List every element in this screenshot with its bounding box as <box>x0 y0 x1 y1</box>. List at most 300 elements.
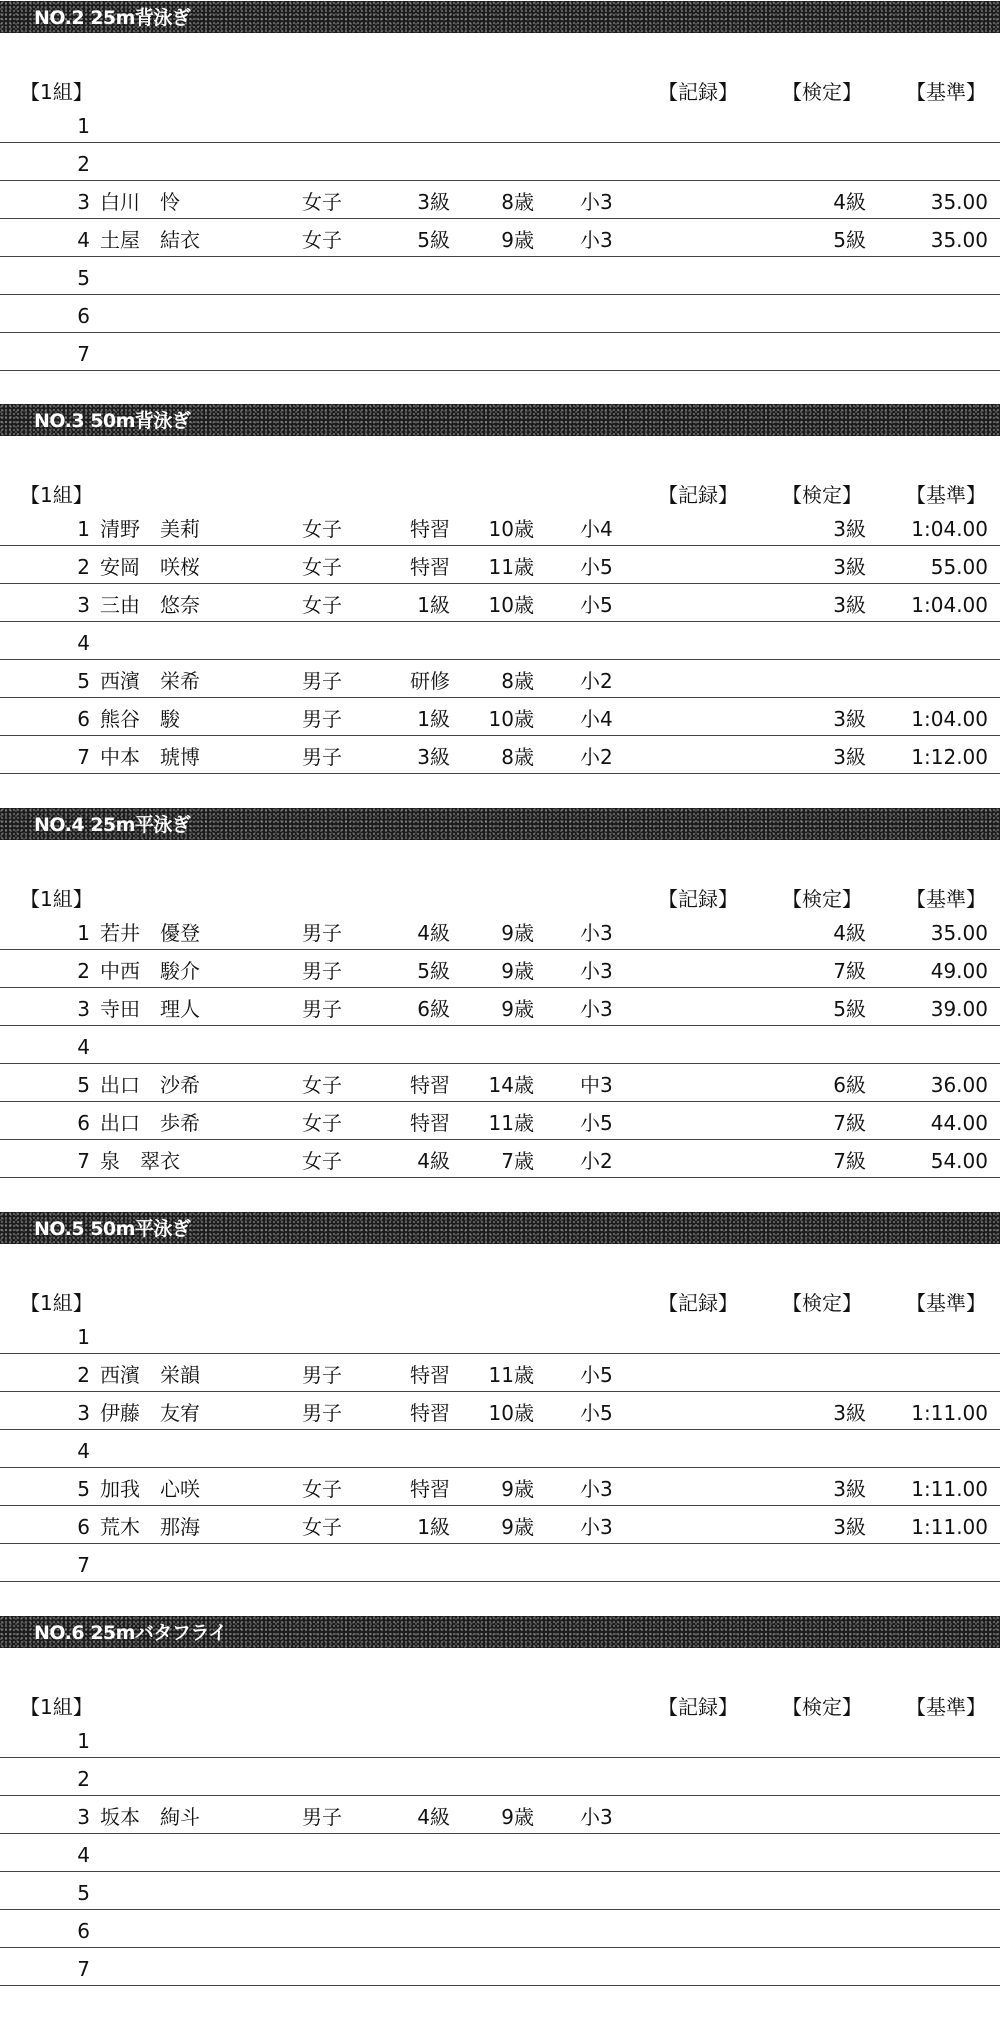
current-grade: 4級 <box>417 1805 450 1829</box>
standard-time: 35.00 <box>930 228 988 252</box>
event-title-banner <box>0 808 1000 840</box>
lane-row <box>0 1720 1000 1758</box>
age: 10歳 <box>488 517 534 541</box>
school-year: 小3 <box>580 959 613 983</box>
current-grade: 特習 <box>410 1073 450 1097</box>
standard-time <box>880 1322 988 1352</box>
test-grade: 4級 <box>833 921 866 945</box>
standard-time <box>880 1878 988 1908</box>
current-grade: 研修 <box>410 669 450 693</box>
standard-time <box>880 149 988 179</box>
standard-time <box>880 339 988 369</box>
test-grade: 3級 <box>833 707 866 731</box>
lane-row <box>0 105 1000 143</box>
test-grade: 3級 <box>833 1477 866 1501</box>
school-year: 小2 <box>580 669 613 693</box>
school-year: 小5 <box>580 555 613 579</box>
standard-time <box>880 1360 988 1390</box>
swimmer-name: 中本 琥博 <box>100 745 200 769</box>
swimmer-name: 熊谷 駿 <box>100 707 180 731</box>
lane-number: 7 <box>77 342 90 366</box>
current-grade: 1級 <box>417 1515 450 1539</box>
current-grade <box>390 301 450 331</box>
event-section <box>0 404 1000 809</box>
test-grade: 3級 <box>833 1515 866 1539</box>
test-column-header: 【検定】 <box>782 1291 862 1315</box>
current-grade <box>390 1436 450 1466</box>
current-grade <box>390 1878 450 1908</box>
gender: 男子 <box>302 1805 342 1829</box>
swimmer-name: 若井 優登 <box>100 921 200 945</box>
swimmer-name: 西濱 栄希 <box>100 669 200 693</box>
age <box>470 1032 534 1062</box>
swimmer-name: 加我 心咲 <box>100 1477 200 1501</box>
test-column-header: 【検定】 <box>782 1695 862 1719</box>
test-grade <box>790 666 866 696</box>
event-title-banner <box>0 1 1000 33</box>
current-grade: 特習 <box>410 1477 450 1501</box>
test-grade <box>790 1550 866 1580</box>
event-section <box>0 1212 1000 1617</box>
gender: 男子 <box>302 669 342 693</box>
swimmer-name: 白川 怜 <box>100 190 180 214</box>
age <box>470 628 534 658</box>
test-column-header: 【検定】 <box>782 80 862 104</box>
test-grade <box>790 628 866 658</box>
swimmer-name: 出口 沙希 <box>100 1073 200 1097</box>
standard-time <box>880 1840 988 1870</box>
record-column-header: 【記録】 <box>658 1291 738 1315</box>
lane-row <box>0 1064 1000 1102</box>
gender: 女子 <box>302 1515 342 1539</box>
group-label: 【1組】 <box>20 80 93 104</box>
current-grade: 特習 <box>410 1363 450 1387</box>
lane-row <box>0 1468 1000 1506</box>
gender: 女子 <box>302 1149 342 1173</box>
current-grade <box>390 1954 450 1984</box>
swimmer-name: 清野 美莉 <box>100 517 200 541</box>
age: 8歳 <box>501 745 534 769</box>
lane-row <box>0 1392 1000 1430</box>
current-grade: 特習 <box>410 1111 450 1135</box>
swimmer-name: 伊藤 友宥 <box>100 1401 200 1425</box>
age <box>470 1764 534 1794</box>
lane-number: 1 <box>77 1729 90 1753</box>
lane-number: 1 <box>77 921 90 945</box>
standard-time <box>880 263 988 293</box>
standard-time: 35.00 <box>930 190 988 214</box>
swimmer-name: 泉 翠衣 <box>100 1149 180 1173</box>
event-section <box>0 1616 1000 2021</box>
gender: 女子 <box>302 593 342 617</box>
standard-time: 44.00 <box>930 1111 988 1135</box>
event-title-banner <box>0 1616 1000 1648</box>
record-column-header: 【記録】 <box>658 80 738 104</box>
test-grade <box>790 1878 866 1908</box>
school-year: 小3 <box>580 1805 613 1829</box>
swimmer-name: 安岡 咲桜 <box>100 555 200 579</box>
lane-number: 6 <box>77 304 90 328</box>
standard-column-header: 【基準】 <box>906 80 986 104</box>
standard-time <box>880 1764 988 1794</box>
current-grade <box>390 1764 450 1794</box>
age <box>470 339 534 369</box>
lane-row <box>0 622 1000 660</box>
standard-time: 1:11.00 <box>911 1515 988 1539</box>
current-grade: 特習 <box>410 517 450 541</box>
standard-time: 1:11.00 <box>911 1401 988 1425</box>
lane-row <box>0 1910 1000 1948</box>
standard-time <box>880 301 988 331</box>
standard-time <box>880 666 988 696</box>
school-year: 小3 <box>580 921 613 945</box>
lane-row <box>0 1506 1000 1544</box>
school-year: 小3 <box>580 997 613 1021</box>
lane-row <box>0 219 1000 257</box>
standard-time: 1:04.00 <box>911 593 988 617</box>
age <box>470 149 534 179</box>
age <box>470 263 534 293</box>
school-year: 小5 <box>580 1401 613 1425</box>
lane-row <box>0 1796 1000 1834</box>
gender: 男子 <box>302 1401 342 1425</box>
school-year: 小5 <box>580 1111 613 1135</box>
lane-number: 5 <box>77 1881 90 1905</box>
gender: 女子 <box>302 1477 342 1501</box>
age: 9歳 <box>501 1805 534 1829</box>
lane-row <box>0 1102 1000 1140</box>
age: 10歳 <box>488 1401 534 1425</box>
current-grade: 5級 <box>417 959 450 983</box>
group-label: 【1組】 <box>20 887 93 911</box>
test-grade: 7級 <box>833 959 866 983</box>
standard-column-header: 【基準】 <box>906 1291 986 1315</box>
lane-row <box>0 1758 1000 1796</box>
school-year: 小5 <box>580 593 613 617</box>
lane-row <box>0 1872 1000 1910</box>
lane-number: 2 <box>77 1363 90 1387</box>
standard-time: 1:12.00 <box>911 745 988 769</box>
lane-number: 6 <box>77 1919 90 1943</box>
lane-number: 5 <box>77 1073 90 1097</box>
current-grade <box>390 628 450 658</box>
current-grade <box>390 1726 450 1756</box>
swimmer-name: 荒木 那海 <box>100 1515 200 1539</box>
test-grade <box>790 263 866 293</box>
age: 9歳 <box>501 997 534 1021</box>
age <box>470 301 534 331</box>
swimmer-name: 土屋 結衣 <box>100 228 200 252</box>
school-year: 小5 <box>580 1363 613 1387</box>
lane-row <box>0 508 1000 546</box>
lane-row <box>0 143 1000 181</box>
age: 9歳 <box>501 1515 534 1539</box>
lane-number: 5 <box>77 669 90 693</box>
gender: 女子 <box>302 517 342 541</box>
lane-row <box>0 1140 1000 1178</box>
test-column-header: 【検定】 <box>782 483 862 507</box>
test-grade <box>790 1954 866 1984</box>
age <box>470 1916 534 1946</box>
current-grade <box>390 1032 450 1062</box>
school-year: 小3 <box>580 1477 613 1501</box>
lane-row <box>0 736 1000 774</box>
standard-time: 1:04.00 <box>911 707 988 731</box>
lane-number: 7 <box>77 1553 90 1577</box>
lane-row <box>0 912 1000 950</box>
standard-time <box>880 628 988 658</box>
test-grade <box>790 1726 866 1756</box>
lane-number: 6 <box>77 1515 90 1539</box>
lane-number: 3 <box>77 1401 90 1425</box>
standard-time <box>880 1954 988 1984</box>
record-column-header: 【記録】 <box>658 483 738 507</box>
test-grade: 3級 <box>833 745 866 769</box>
group-label: 【1組】 <box>20 483 93 507</box>
current-grade <box>390 339 450 369</box>
current-grade <box>390 111 450 141</box>
current-grade: 5級 <box>417 228 450 252</box>
lane-number: 6 <box>77 1111 90 1135</box>
gender: 女子 <box>302 1111 342 1135</box>
standard-column-header: 【基準】 <box>906 483 986 507</box>
swimmer-name: 出口 歩希 <box>100 1111 200 1135</box>
age <box>470 1550 534 1580</box>
current-grade: 3級 <box>417 745 450 769</box>
gender: 男子 <box>302 745 342 769</box>
event-title: NO.3 50m背泳ぎ <box>34 410 191 432</box>
gender: 男子 <box>302 707 342 731</box>
lane-row <box>0 333 1000 371</box>
test-grade: 3級 <box>833 1401 866 1425</box>
standard-time: 35.00 <box>930 921 988 945</box>
age <box>470 1322 534 1352</box>
lane-number: 1 <box>77 517 90 541</box>
swimmer-name: 寺田 理人 <box>100 997 200 1021</box>
lane-number: 1 <box>77 114 90 138</box>
record-column-header: 【記録】 <box>658 887 738 911</box>
age <box>470 111 534 141</box>
lane-number: 7 <box>77 745 90 769</box>
standard-time: 36.00 <box>930 1073 988 1097</box>
swimmer-name: 三由 悠奈 <box>100 593 200 617</box>
lane-row <box>0 1316 1000 1354</box>
lane-number: 4 <box>77 228 90 252</box>
lane-row <box>0 950 1000 988</box>
test-grade <box>790 301 866 331</box>
current-grade <box>390 149 450 179</box>
current-grade: 1級 <box>417 707 450 731</box>
test-grade <box>790 149 866 179</box>
lane-row <box>0 1544 1000 1582</box>
current-grade: 3級 <box>417 190 450 214</box>
age: 9歳 <box>501 921 534 945</box>
row-divider <box>0 1177 1000 1178</box>
current-grade: 特習 <box>410 555 450 579</box>
record-column-header: 【記録】 <box>658 1695 738 1719</box>
lane-row <box>0 660 1000 698</box>
row-divider <box>0 773 1000 774</box>
gender: 女子 <box>302 190 342 214</box>
age: 11歳 <box>488 555 534 579</box>
test-grade <box>790 1802 866 1832</box>
standard-time: 1:04.00 <box>911 517 988 541</box>
test-grade: 3級 <box>833 555 866 579</box>
event-title: NO.4 25m平泳ぎ <box>34 814 191 836</box>
lane-row <box>0 698 1000 736</box>
test-column-header: 【検定】 <box>782 887 862 911</box>
school-year: 小3 <box>580 190 613 214</box>
standard-time: 39.00 <box>930 997 988 1021</box>
lane-row <box>0 295 1000 333</box>
age <box>470 1726 534 1756</box>
age: 7歳 <box>501 1149 534 1173</box>
lane-number: 1 <box>77 1325 90 1349</box>
row-divider <box>0 1985 1000 1986</box>
lane-number: 3 <box>77 593 90 617</box>
event-section <box>0 808 1000 1213</box>
lane-number: 2 <box>77 959 90 983</box>
lane-row <box>0 1948 1000 1986</box>
age: 8歳 <box>501 190 534 214</box>
test-grade <box>790 111 866 141</box>
test-grade: 7級 <box>833 1149 866 1173</box>
standard-time: 54.00 <box>930 1149 988 1173</box>
age: 8歳 <box>501 669 534 693</box>
lane-row <box>0 1026 1000 1064</box>
age: 9歳 <box>501 228 534 252</box>
age: 10歳 <box>488 707 534 731</box>
test-grade <box>790 1322 866 1352</box>
lane-number: 7 <box>77 1957 90 1981</box>
lane-number: 4 <box>77 631 90 655</box>
lane-row <box>0 584 1000 622</box>
age: 9歳 <box>501 959 534 983</box>
lane-row <box>0 1834 1000 1872</box>
gender: 男子 <box>302 921 342 945</box>
lane-row <box>0 546 1000 584</box>
school-year: 小4 <box>580 707 613 731</box>
current-grade <box>390 1840 450 1870</box>
current-grade <box>390 263 450 293</box>
age <box>470 1954 534 1984</box>
lane-row <box>0 1354 1000 1392</box>
lane-number: 5 <box>77 266 90 290</box>
test-grade: 5級 <box>833 228 866 252</box>
lane-number: 4 <box>77 1035 90 1059</box>
lane-row <box>0 257 1000 295</box>
gender: 女子 <box>302 555 342 579</box>
school-year: 小2 <box>580 745 613 769</box>
lane-number: 3 <box>77 997 90 1021</box>
test-grade: 5級 <box>833 997 866 1021</box>
lane-number: 4 <box>77 1843 90 1867</box>
standard-time: 1:11.00 <box>911 1477 988 1501</box>
group-label: 【1組】 <box>20 1291 93 1315</box>
lane-number: 3 <box>77 190 90 214</box>
test-grade <box>790 1764 866 1794</box>
test-grade <box>790 1360 866 1390</box>
lane-row <box>0 181 1000 219</box>
current-grade: 特習 <box>410 1401 450 1425</box>
current-grade: 4級 <box>417 921 450 945</box>
lane-number: 5 <box>77 1477 90 1501</box>
age: 9歳 <box>501 1477 534 1501</box>
test-grade: 7級 <box>833 1111 866 1135</box>
event-title: NO.2 25m背泳ぎ <box>34 7 191 29</box>
standard-time <box>880 1802 988 1832</box>
event-section <box>0 1 1000 406</box>
group-label: 【1組】 <box>20 1695 93 1719</box>
gender: 女子 <box>302 228 342 252</box>
current-grade <box>390 1916 450 1946</box>
age <box>470 1878 534 1908</box>
row-divider <box>0 370 1000 371</box>
test-grade <box>790 339 866 369</box>
current-grade <box>390 1322 450 1352</box>
test-grade: 6級 <box>833 1073 866 1097</box>
test-grade: 4級 <box>833 190 866 214</box>
test-grade: 3級 <box>833 517 866 541</box>
row-divider <box>0 1581 1000 1582</box>
test-grade <box>790 1032 866 1062</box>
test-grade: 3級 <box>833 593 866 617</box>
age: 11歳 <box>488 1363 534 1387</box>
lane-row <box>0 1430 1000 1468</box>
event-title-banner <box>0 1212 1000 1244</box>
test-grade <box>790 1436 866 1466</box>
swimmer-name: 中西 駿介 <box>100 959 200 983</box>
current-grade <box>390 1550 450 1580</box>
gender: 女子 <box>302 1073 342 1097</box>
lane-number: 6 <box>77 707 90 731</box>
lane-number: 2 <box>77 1767 90 1791</box>
gender: 男子 <box>302 1363 342 1387</box>
standard-time <box>880 1550 988 1580</box>
event-title-banner <box>0 404 1000 436</box>
standard-time: 49.00 <box>930 959 988 983</box>
standard-column-header: 【基準】 <box>906 1695 986 1719</box>
age: 10歳 <box>488 593 534 617</box>
school-year: 小2 <box>580 1149 613 1173</box>
swimmer-name: 坂本 絢斗 <box>100 1805 200 1829</box>
current-grade: 1級 <box>417 593 450 617</box>
standard-time: 55.00 <box>930 555 988 579</box>
event-title: NO.6 25mバタフライ <box>34 1622 227 1644</box>
gender: 男子 <box>302 997 342 1021</box>
event-title: NO.5 50m平泳ぎ <box>34 1218 191 1240</box>
swimmer-name: 西濱 栄韻 <box>100 1363 200 1387</box>
lane-number: 4 <box>77 1439 90 1463</box>
age <box>470 1436 534 1466</box>
standard-time <box>880 1032 988 1062</box>
lane-number: 2 <box>77 555 90 579</box>
lane-row <box>0 988 1000 1026</box>
test-grade <box>790 1840 866 1870</box>
standard-time <box>880 1916 988 1946</box>
school-year: 中3 <box>580 1073 613 1097</box>
test-grade <box>790 1916 866 1946</box>
age: 11歳 <box>488 1111 534 1135</box>
lane-number: 7 <box>77 1149 90 1173</box>
age <box>470 1840 534 1870</box>
lane-number: 3 <box>77 1805 90 1829</box>
school-year: 小3 <box>580 1515 613 1539</box>
current-grade: 4級 <box>417 1149 450 1173</box>
standard-time <box>880 1726 988 1756</box>
age: 14歳 <box>488 1073 534 1097</box>
standard-time <box>880 1436 988 1466</box>
